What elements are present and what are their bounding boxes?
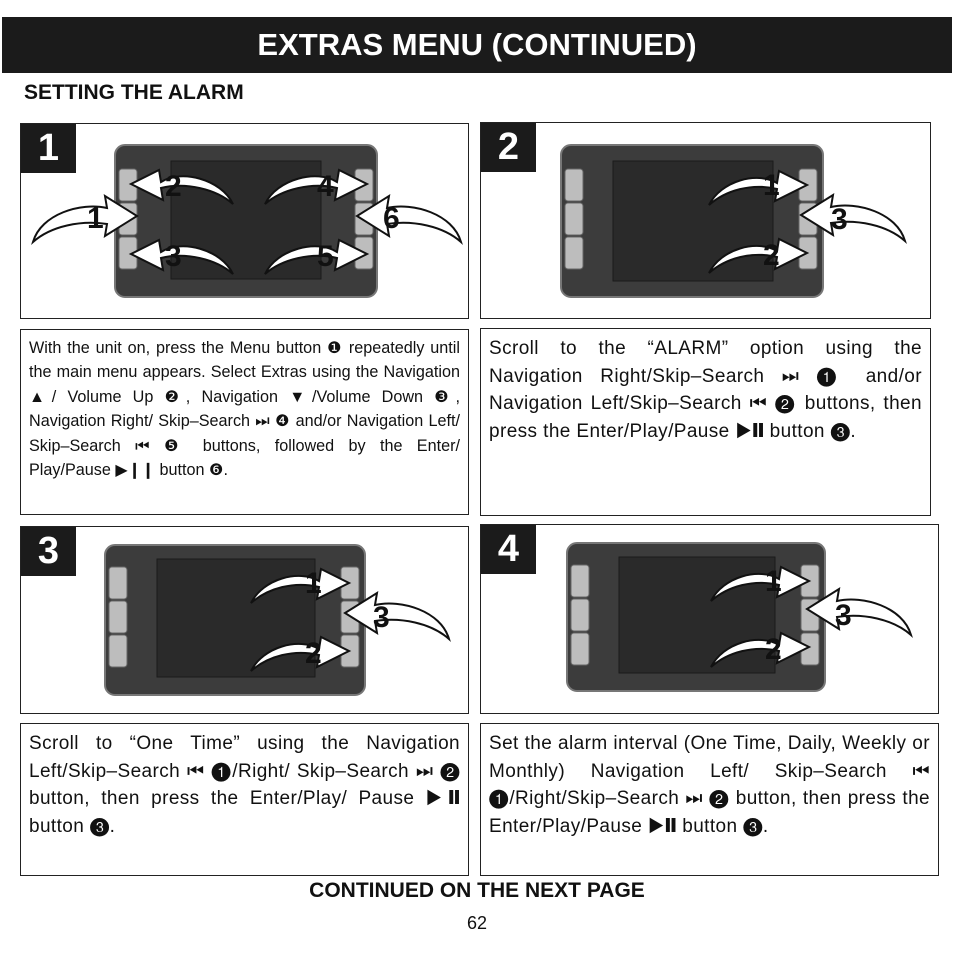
callout-label: 3 bbox=[165, 240, 182, 273]
callout-label: 3 bbox=[835, 599, 852, 632]
step-2-instructions: Scroll to the “ALARM” option using the Navigation Right/Skip–Search ⏭ ❶ and/or Navigation Left/Skip–Search ⏮ ❷ buttons, then press the Enter/Play/Pause ▶❙❙ button ❸. bbox=[480, 328, 931, 516]
callout-label: 2 bbox=[765, 633, 782, 666]
callout-label: 2 bbox=[763, 239, 780, 272]
step-4-illustration bbox=[480, 524, 939, 714]
callout-label: 1 bbox=[87, 202, 104, 235]
callout-label: 3 bbox=[373, 601, 390, 634]
device-illustration bbox=[481, 525, 939, 714]
step-1-instructions: With the unit on, press the Menu button ❶ repeatedly until the main menu appears. Select Extras using the Navigation ▲/ Volume Up ❷, Navigation ▼/Volume Down ❸, Navigation Right/ Skip–Search ⏭ ❹ and/or Navigation Left/ Skip–Search ⏮ ❺ buttons, followed by the Enter/ Play/Pause ▶❙❙ button ❻. bbox=[20, 329, 469, 515]
continued-note: CONTINUED ON THE NEXT PAGE bbox=[309, 879, 645, 902]
page-number: 62 bbox=[466, 913, 488, 933]
device-illustration bbox=[481, 123, 931, 319]
callout-label: 1 bbox=[765, 565, 782, 598]
step-1-number: 1 bbox=[21, 124, 76, 173]
section-title: SETTING THE ALARM bbox=[24, 81, 244, 104]
step-4-instructions: Set the alarm interval (One Time, Daily, Weekly or Monthly) Navigation Left/ Skip–Search ⏮ ❶/Right/Skip–Search ⏭ ❷ button, then press the Enter/Play/Pause ▶❙❙ button ❸. bbox=[480, 723, 939, 876]
page-title: EXTRAS MENU (CONTINUED) bbox=[2, 17, 952, 73]
step-2-number: 2 bbox=[481, 123, 536, 172]
step-3-illustration bbox=[20, 526, 469, 714]
step-3-instructions: Scroll to “One Time” using the Navigation Left/Skip–Search ⏮ ❶/Right/ Skip–Search ⏭ ❷ button, then press the Enter/Play/ Pause ▶❙❙ button ❸. bbox=[20, 723, 469, 876]
callout-label: 1 bbox=[305, 567, 322, 600]
device-illustration bbox=[21, 527, 469, 714]
callout-label: 6 bbox=[383, 202, 400, 235]
callout-label: 3 bbox=[831, 203, 848, 236]
callout-label: 2 bbox=[165, 170, 182, 203]
step-3-number: 3 bbox=[21, 527, 76, 576]
callout-label: 1 bbox=[763, 169, 780, 202]
callout-label: 5 bbox=[317, 240, 334, 273]
step-1-illustration bbox=[20, 123, 469, 319]
callout-label: 2 bbox=[305, 637, 322, 670]
step-2-illustration bbox=[480, 122, 931, 319]
step-4-number: 4 bbox=[481, 525, 536, 574]
device-illustration bbox=[21, 124, 469, 319]
callout-label: 4 bbox=[317, 170, 334, 203]
